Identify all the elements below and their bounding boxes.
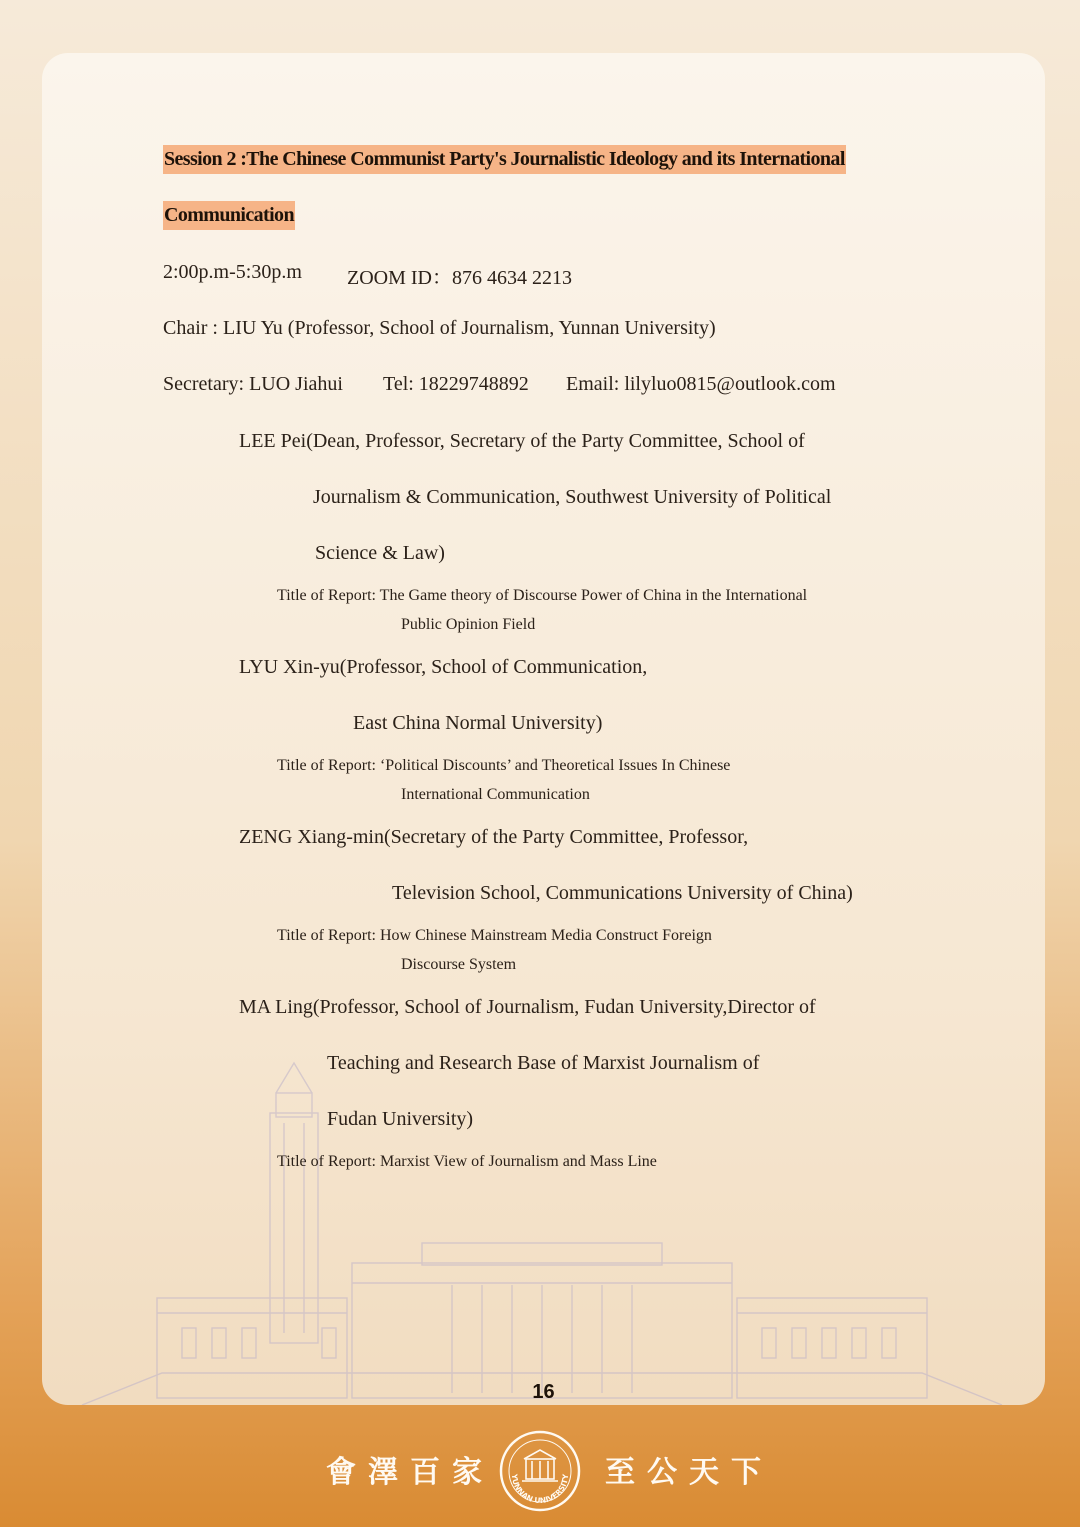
speaker-4-report-line-1: Title of Report: Marxist View of Journalism and Mass Line bbox=[277, 1153, 657, 1170]
motto-left: 會澤百家 bbox=[326, 1455, 494, 1490]
session-secretary: Secretary: LUO Jiahui bbox=[163, 373, 343, 395]
speaker-2-line-1: LYU Xin-yu(Professor, School of Communication, bbox=[239, 656, 648, 678]
speaker-3-line-2: Television School, Communications University of China) bbox=[392, 882, 853, 904]
speaker-3-report-line-1: Title of Report: How Chinese Mainstream Media Construct Foreign bbox=[277, 927, 712, 944]
document-page bbox=[42, 53, 1045, 1405]
speaker-2-report-line-1: Title of Report: ‘Political Discounts’ and Theoretical Issues In Chinese bbox=[277, 757, 731, 774]
speaker-1-report-line-2: Public Opinion Field bbox=[401, 616, 536, 633]
speaker-2-line-2: East China Normal University) bbox=[353, 712, 603, 734]
speaker-3-report-line-2: Discourse System bbox=[401, 956, 517, 973]
page-number: 16 bbox=[532, 1381, 555, 1403]
session-title-line-2: Communication bbox=[163, 201, 295, 230]
secretary-email: Email: lilyluo0815@outlook.com bbox=[566, 373, 836, 395]
footer-band bbox=[0, 1405, 1080, 1527]
speaker-1-line-3: Science & Law) bbox=[315, 542, 445, 564]
speaker-4-line-2: Teaching and Research Base of Marxist Journalism of bbox=[327, 1052, 760, 1074]
zoom-id: ZOOM ID：876 4634 2213 bbox=[347, 267, 572, 289]
session-title-line-1: Session 2 :The Chinese Communist Party's Journalistic Ideology and its International bbox=[163, 145, 846, 174]
yunnan-university-seal-icon bbox=[498, 1429, 582, 1513]
seal-text: YUNNAN UNIVERSITY bbox=[509, 1473, 571, 1506]
speaker-1-line-2: Journalism & Communication, Southwest University of Political bbox=[313, 486, 832, 508]
speaker-4-line-1: MA Ling(Professor, School of Journalism, Fudan University,Director of bbox=[239, 996, 816, 1018]
speaker-4-line-3: Fudan University) bbox=[327, 1108, 474, 1130]
secretary-tel: Tel: 18229748892 bbox=[383, 373, 529, 395]
speaker-2-report-line-2: International Communication bbox=[401, 786, 590, 803]
campus-building-watermark bbox=[62, 1053, 1022, 1405]
session-time: 2:00p.m-5:30p.m bbox=[163, 261, 302, 283]
session-chair: Chair : LIU Yu (Professor, School of Journalism, Yunnan University) bbox=[163, 317, 716, 339]
motto-right: 至公天下 bbox=[605, 1455, 773, 1490]
speaker-3-line-1: ZENG Xiang-min(Secretary of the Party Committee, Professor, bbox=[239, 826, 749, 848]
speaker-1-line-1: LEE Pei(Dean, Professor, Secretary of the Party Committee, School of bbox=[239, 430, 805, 452]
speaker-1-report-line-1: Title of Report: The Game theory of Discourse Power of China in the International bbox=[277, 587, 808, 604]
